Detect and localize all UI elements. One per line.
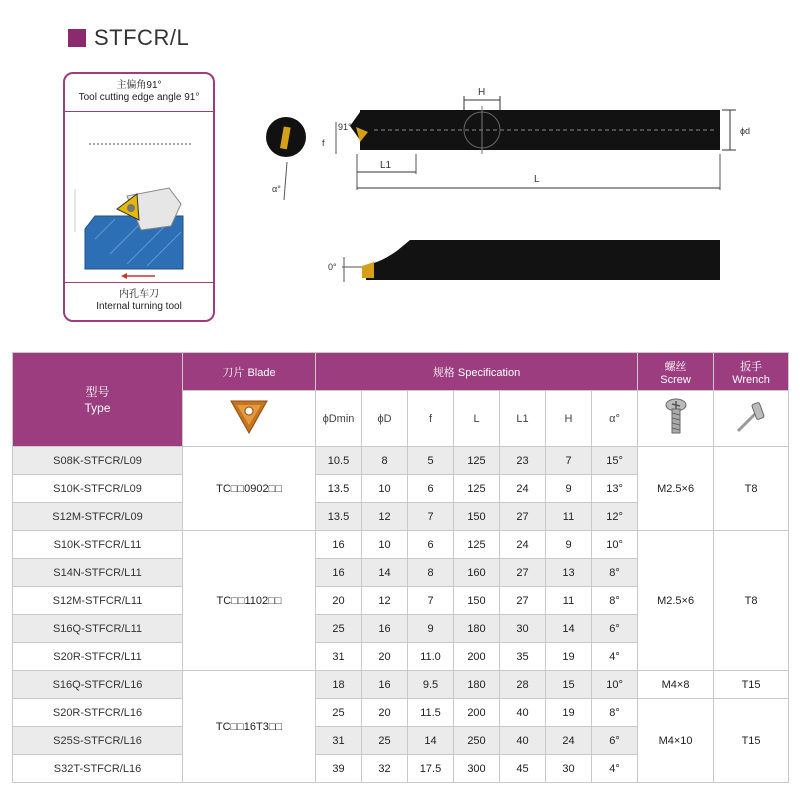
table-cell: 11.5 — [408, 699, 454, 727]
table-cell: 4° — [592, 755, 638, 783]
wrench-header — [714, 353, 789, 391]
type-cell: S20R-STFCR/L16 — [13, 699, 183, 727]
table-cell: 27 — [500, 587, 546, 615]
table-cell: 10° — [592, 531, 638, 559]
wrench-cell: T8 — [714, 447, 789, 531]
title-bar — [68, 24, 189, 52]
table-cell: 10 — [362, 531, 408, 559]
d-label: ϕd — [740, 126, 751, 136]
table-cell: 6 — [408, 531, 454, 559]
table-cell: 6 — [408, 475, 454, 503]
type-cell: S12M-STFCR/L11 — [13, 587, 183, 615]
table-cell: 27 — [500, 559, 546, 587]
tool-type-en: Internal turning tool — [96, 301, 182, 312]
wrench-header-en: Wrench — [732, 373, 770, 386]
screw-header-en: Screw — [660, 373, 691, 386]
boring-diagram-icon — [65, 114, 215, 284]
type-cell: S14N-STFCR/L11 — [13, 559, 183, 587]
table-cell: 10° — [592, 671, 638, 699]
table-cell: 125 — [454, 447, 500, 475]
col-header-h: H — [546, 391, 592, 447]
tool-side-view-icon — [366, 240, 720, 280]
table-cell: 28 — [500, 671, 546, 699]
table-cell: 12 — [362, 503, 408, 531]
screw-header-cn: 螺丝 — [664, 360, 687, 373]
table-cell: 13° — [592, 475, 638, 503]
table-cell: 200 — [454, 699, 500, 727]
table-cell: 40 — [500, 727, 546, 755]
type-header-cn: 型号 — [85, 384, 110, 399]
type-cell: S32T-STFCR/L16 — [13, 755, 183, 783]
tool-type-caption — [65, 282, 213, 320]
table-cell: 14 — [546, 615, 592, 643]
col-header-alpha: α° — [592, 391, 638, 447]
table-cell: 8° — [592, 559, 638, 587]
table-cell: 16 — [316, 531, 362, 559]
table-cell: 16 — [362, 671, 408, 699]
col-header-dmin: ϕDmin — [316, 391, 362, 447]
table-cell: 125 — [454, 531, 500, 559]
table-cell: 8 — [408, 559, 454, 587]
blade-cell: TC□□1102□□ — [183, 531, 316, 671]
type-cell: S10K-STFCR/L11 — [13, 531, 183, 559]
table-cell: 17.5 — [408, 755, 454, 783]
tool-shank-icon — [360, 110, 720, 150]
col-header-f: f — [408, 391, 454, 447]
torx-wrench-icon — [714, 391, 789, 447]
table-cell: 40 — [500, 699, 546, 727]
table-cell: 15 — [546, 671, 592, 699]
table-cell: 19 — [546, 643, 592, 671]
cutting-angle-caption — [65, 74, 213, 112]
table-cell: 16 — [316, 559, 362, 587]
type-header — [13, 353, 183, 447]
table-cell: 45 — [500, 755, 546, 783]
blade-cell: TC□□16T3□□ — [183, 671, 316, 783]
table-cell: 14 — [362, 559, 408, 587]
table-cell: 25 — [316, 699, 362, 727]
table-cell: 7 — [546, 447, 592, 475]
table-cell: 5 — [408, 447, 454, 475]
zero-angle-label: 0° — [328, 262, 337, 272]
table-cell: 11 — [546, 587, 592, 615]
table-cell: 16 — [362, 615, 408, 643]
table-cell: 6° — [592, 727, 638, 755]
screw-cell: M2.5×6 — [638, 447, 714, 531]
wrench-cell: T8 — [714, 531, 789, 671]
l-label: L — [534, 174, 540, 185]
type-cell: S16Q-STFCR/L11 — [13, 615, 183, 643]
title-square-icon — [68, 29, 86, 47]
table-cell: 30 — [500, 615, 546, 643]
type-cell: S25S-STFCR/L16 — [13, 727, 183, 755]
table-cell: 20 — [362, 699, 408, 727]
tool-dimension-drawing — [262, 82, 762, 312]
table-cell: 12 — [362, 587, 408, 615]
wrench-cell: T15 — [714, 671, 789, 699]
table-cell: 18 — [316, 671, 362, 699]
table-cell: 200 — [454, 643, 500, 671]
table-cell: 31 — [316, 643, 362, 671]
table-cell: 9 — [546, 475, 592, 503]
wrench-header-cn: 扳手 — [740, 360, 763, 373]
table-cell: 24 — [546, 727, 592, 755]
l1-label: L1 — [380, 160, 392, 171]
table-cell: 14 — [408, 727, 454, 755]
table-cell: 23 — [500, 447, 546, 475]
col-header-d: ϕD — [362, 391, 408, 447]
table-cell: 180 — [454, 615, 500, 643]
f-label: f — [322, 138, 325, 148]
cutting-angle-cn: 主偏角91° — [116, 80, 162, 91]
triangular-insert-icon — [183, 391, 316, 447]
type-cell: S16Q-STFCR/L16 — [13, 671, 183, 699]
table-cell: 32 — [362, 755, 408, 783]
table-cell: 4° — [592, 643, 638, 671]
type-cell: S20R-STFCR/L11 — [13, 643, 183, 671]
table-cell: 11.0 — [408, 643, 454, 671]
spec-header: 规格 Specification — [316, 353, 638, 391]
blade-header: 刀片 Blade — [183, 353, 316, 391]
type-cell: S10K-STFCR/L09 — [13, 475, 183, 503]
spec-table — [12, 352, 789, 783]
table-cell: 150 — [454, 587, 500, 615]
table-cell: 24 — [500, 531, 546, 559]
table-cell: 8° — [592, 699, 638, 727]
table-cell: 8° — [592, 587, 638, 615]
page-title: STFCR/L — [94, 25, 190, 50]
table-cell: 300 — [454, 755, 500, 783]
table-cell: 27 — [500, 503, 546, 531]
table-cell: 7 — [408, 503, 454, 531]
alpha-label: α° — [272, 184, 281, 194]
cutting-angle-panel — [63, 72, 215, 322]
table-cell: 180 — [454, 671, 500, 699]
screw-header — [638, 353, 714, 391]
table-cell: 9 — [408, 615, 454, 643]
table-cell: 12° — [592, 503, 638, 531]
table-cell: 25 — [362, 727, 408, 755]
table-cell: 8 — [362, 447, 408, 475]
table-cell: 20 — [362, 643, 408, 671]
col-header-l1: L1 — [500, 391, 546, 447]
table-cell: 150 — [454, 503, 500, 531]
screw-icon — [638, 391, 714, 447]
screw-cell: M4×10 — [638, 699, 714, 783]
screw-cell: M4×8 — [638, 671, 714, 699]
table-cell: 160 — [454, 559, 500, 587]
type-header-en: Type — [84, 400, 111, 415]
blade-cell: TC□□0902□□ — [183, 447, 316, 531]
table-cell: 9.5 — [408, 671, 454, 699]
table-cell: 125 — [454, 475, 500, 503]
table-cell: 250 — [454, 727, 500, 755]
wrench-cell: T15 — [714, 699, 789, 783]
type-cell: S12M-STFCR/L09 — [13, 503, 183, 531]
table-cell: 30 — [546, 755, 592, 783]
col-header-l: L — [454, 391, 500, 447]
table-cell: 35 — [500, 643, 546, 671]
table-cell: 25 — [316, 615, 362, 643]
table-cell: 20 — [316, 587, 362, 615]
table-cell: 15° — [592, 447, 638, 475]
table-cell: 9 — [546, 531, 592, 559]
table-cell: 24 — [500, 475, 546, 503]
table-cell: 31 — [316, 727, 362, 755]
table-cell: 13.5 — [316, 503, 362, 531]
table-cell: 11 — [546, 503, 592, 531]
table-cell: 10 — [362, 475, 408, 503]
type-cell: S08K-STFCR/L09 — [13, 447, 183, 475]
table-cell: 10.5 — [316, 447, 362, 475]
h-label: H — [478, 87, 486, 98]
tool-type-cn: 内孔车刀 — [119, 289, 159, 300]
cutting-angle-en: Tool cutting edge angle 91° — [78, 92, 200, 103]
screw-cell: M2.5×6 — [638, 531, 714, 671]
table-cell: 6° — [592, 615, 638, 643]
table-cell: 39 — [316, 755, 362, 783]
table-cell: 13 — [546, 559, 592, 587]
table-cell: 13.5 — [316, 475, 362, 503]
table-cell: 7 — [408, 587, 454, 615]
table-cell: 19 — [546, 699, 592, 727]
angle-91-label: 91° — [338, 122, 352, 132]
